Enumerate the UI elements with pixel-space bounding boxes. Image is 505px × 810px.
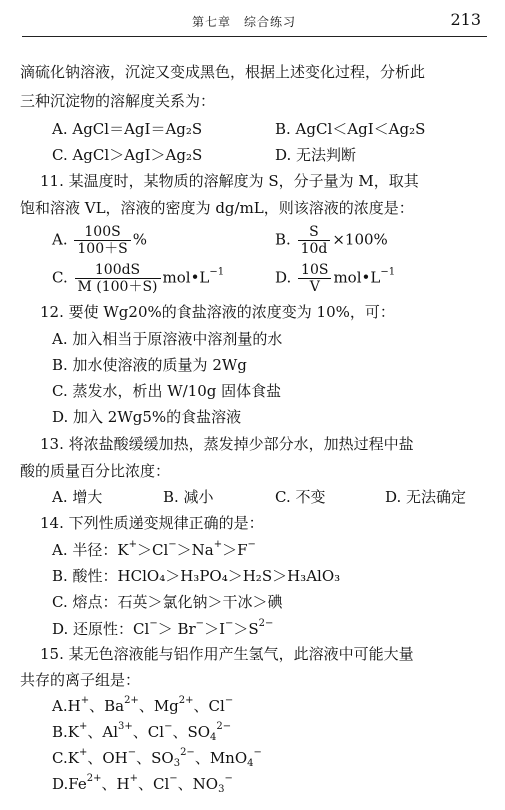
option-d: D. 无法判断 <box>275 146 357 164</box>
question-15-stem-cont: 共存的离子组是： <box>20 671 141 689</box>
question-13-stem-cont: 酸的质量百分比浓度： <box>20 462 171 480</box>
question-11-stem-cont: 饱和溶液 VL，溶液的密度为 dg/mL，则该溶液的浓度是： <box>20 199 414 217</box>
option-label: C. <box>52 268 68 287</box>
option-b: B. $\frac{S}{10d}$ ×100% <box>275 224 388 257</box>
option-b: B. 减小 <box>163 488 214 506</box>
option-a: A. 半径：K+＞Cl−＞Na+＞F− <box>52 539 256 559</box>
fraction: $\frac{100S}{100+S}$ <box>74 224 130 257</box>
option-a: A. $\frac{100S}{100+S}$ % <box>52 224 147 257</box>
option-b: B. 加水使溶液的质量为 2Wg <box>52 356 247 374</box>
question-14-stem: 14. 下列性质递变规律正确的是： <box>40 514 264 532</box>
paragraph-line: 滴硫化钠溶液，沉淀又变成黑色，根据上述变化过程，分析此 <box>20 63 426 81</box>
option-a: A. AgCl＝AgI＝Ag₂S <box>52 120 203 138</box>
option-b: B.K+、$Al^{3+}$、Cl−、$SO_4^{2-}$ <box>52 721 232 743</box>
question-15-stem: 15. 某无色溶液能与铝作用产生氢气，此溶液中可能大量 <box>40 645 414 663</box>
option-a: A. 加入相当于原溶液中溶剂量的水 <box>52 330 283 348</box>
option-d: D. 还原性：$Cl^-> Br^->I^->S^{2-}$ <box>52 618 274 638</box>
paragraph-line: 三种沉淀物的溶解度关系为： <box>20 92 216 110</box>
option-c: C. $\frac{100dS}{M (100+S)}$ $mol•L^{-1}$ <box>52 262 225 295</box>
option-label: D. <box>275 268 292 287</box>
option-c: C. 熔点：石英＞氯化钠＞干冰＞碘 <box>52 593 283 611</box>
fraction: $\frac{100dS}{M (100+S)}$ <box>75 262 161 295</box>
option-c: C. 不变 <box>275 488 326 506</box>
option-c: C. AgCl＞AgI＞Ag₂S <box>52 146 203 164</box>
page-header <box>22 6 487 37</box>
option-d: $D.Fe^{2+}$、H+、Cl−、$NO_3^-$ <box>52 773 233 795</box>
option-label: A. <box>52 230 68 249</box>
option-d: D. 无法确定 <box>385 488 467 506</box>
page-number: 213 <box>450 10 481 29</box>
option-b: B. 酸性：HClO₄＞H₃PO₄＞H₂S＞H₃AlO₃ <box>52 567 341 585</box>
option-c: C. 蒸发水，析出 W/10g 固体食盐 <box>52 382 282 400</box>
option-d: D. 加入 2Wg5%的食盐溶液 <box>52 408 242 426</box>
option-label: B. <box>275 230 291 249</box>
option-c: C.K+、OH−、$SO_3^{2-}$、MnO$_4$− <box>52 747 262 769</box>
option-a: A.H+、$Ba^{2+}$、$Mg^{2+}$、Cl− <box>52 695 234 715</box>
option-b: B. AgCl＜AgI＜Ag₂S <box>275 120 426 138</box>
fraction: $\frac{10S}{V}$ <box>298 262 331 295</box>
fraction: $\frac{S}{10d}$ <box>298 224 331 257</box>
question-13-stem: 13. 将浓盐酸缓缓加热，蒸发掉少部分水，加热过程中盐 <box>40 435 414 453</box>
option-d: D. $\frac{10S}{V}$ $mol•L^{-1}$ <box>275 262 396 295</box>
option-a: A. 增大 <box>52 488 103 506</box>
chapter-title: 第七章 综合练习 <box>192 15 297 29</box>
question-11-stem: 11. 某温度时，某物质的溶解度为 S，分子量为 M，取其 <box>40 172 419 190</box>
question-12-stem: 12. 要使 Wg20%的食盐溶液的浓度变为 10%，可： <box>40 303 395 321</box>
